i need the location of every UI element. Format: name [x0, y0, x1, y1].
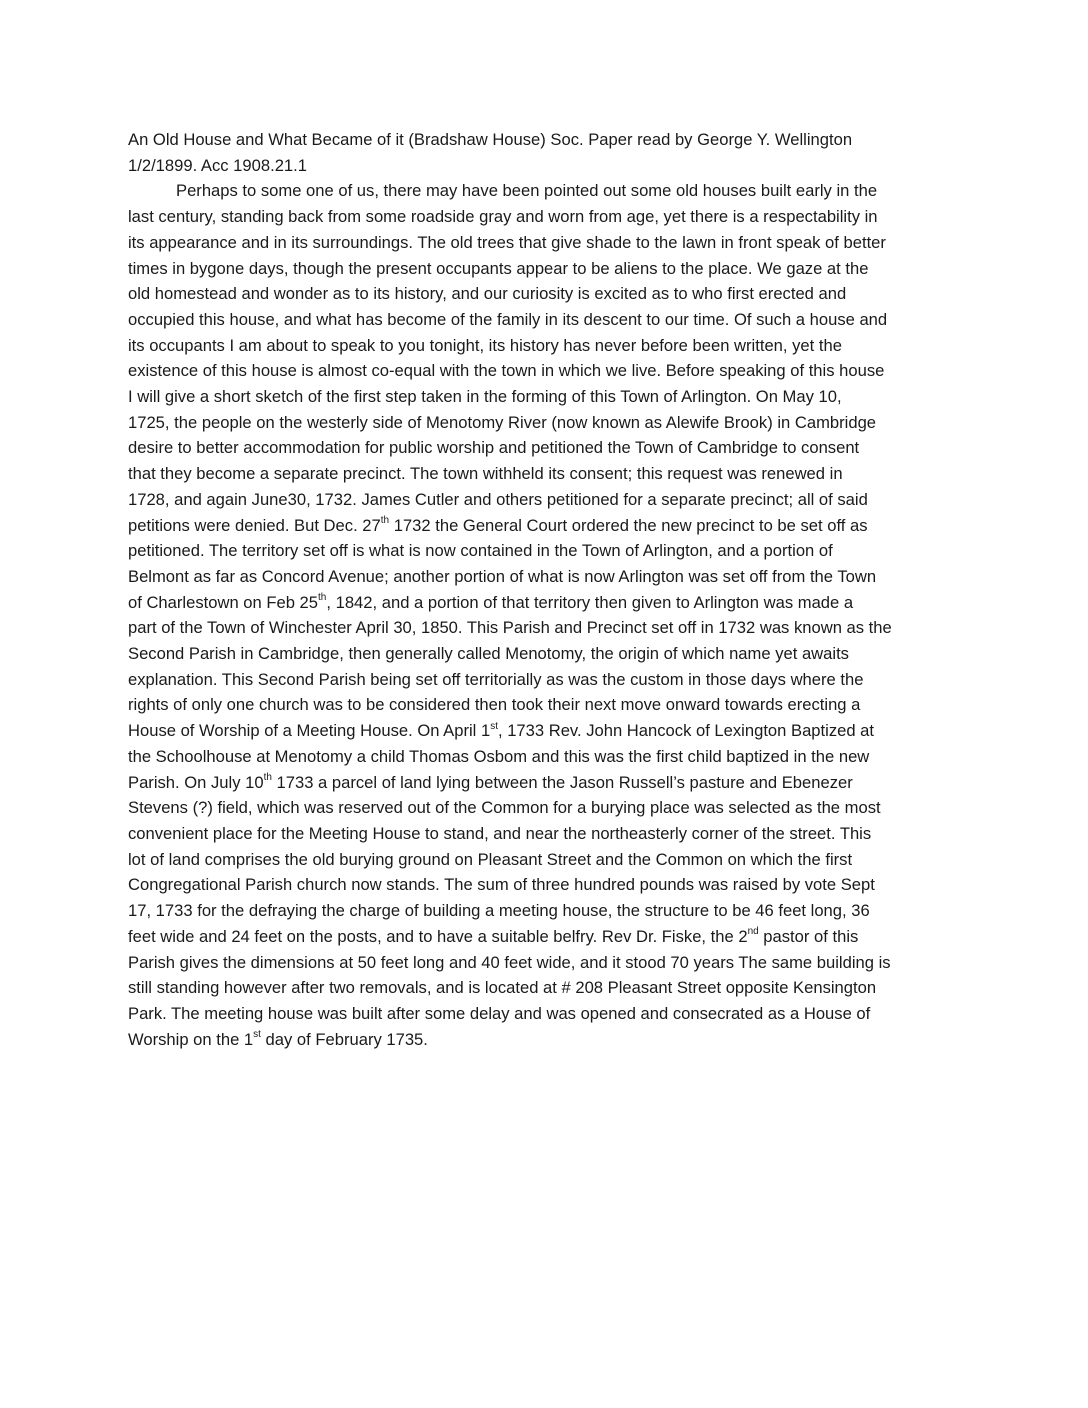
body-line: part of the Town of Winchester April 30, 1850. This Parish and Precinct set off in 1732 was known as the [128, 618, 892, 638]
body-line [128, 924, 964, 950]
ordinal-suffix: nd [747, 926, 759, 938]
ordinal-suffix: th [263, 772, 272, 784]
line-segment: of Charlestown on Feb 25 [128, 592, 319, 612]
body-line [128, 770, 964, 796]
line-segment: Worship on the 1 [128, 1029, 254, 1049]
body-line: petitioned. The territory set off is what is now contained in the Town of Arlington, and a portion of [128, 541, 833, 561]
document-heading [128, 127, 964, 178]
body-line: Belmont as far as Concord Avenue; another portion of what is now Arlington was set off from the Town [128, 566, 877, 586]
body-line: Perhaps to some one of us, there may have been pointed out some old houses built early in the [176, 181, 878, 201]
line-segment: 1732 the General Court ordered the new precinct to be set off as [389, 515, 868, 535]
line-segment: petitions were denied. But Dec. 27 [128, 515, 381, 535]
body-line: Stevens (?) field, which was reserved out of the Common for a burying place was selected as the most [128, 798, 881, 818]
ordinal-suffix: st [253, 1029, 261, 1041]
body-line: convenient place for the Meeting House to stand, and near the northeasterly corner of the street. This [128, 823, 872, 843]
body-line: Parish gives the dimensions at 50 feet long and 40 feet wide, and it stood 70 years The same building is [128, 952, 891, 972]
ordinal-suffix: th [380, 515, 390, 527]
body-line: 1725, the people on the westerly side of Menotomy River (now known as Alewife Brook) in Cambridge [128, 412, 877, 432]
body-line [128, 590, 964, 616]
body-line: that they become a separate precinct. The town withheld its consent; this request was renewed in [128, 464, 843, 484]
body-line: existence of this house is almost co-equal with the town in which we live. Before speaking of this house [128, 361, 885, 381]
body-line: times in bygone days, though the present occupants appear to be aliens to the place. We gaze at the [128, 258, 869, 278]
body-line: its appearance and in its surroundings. The old trees that give shade to the lawn in front speak of better [128, 232, 886, 252]
body-line: explanation. This Second Parish being set off territorially as was the custom in those days where the [128, 669, 864, 689]
ordinal-suffix: st [490, 720, 498, 732]
body-line: Congregational Parish church now stands. The sum of three hundred pounds was raised by vote Sept [128, 875, 875, 895]
body-line: I will give a short sketch of the first step taken in the forming of this Town of Arlington. On May 10, [128, 387, 842, 407]
body-line: 1728, and again June30, 1732. James Cutler and others petitioned for a separate precinct; all of said [128, 489, 868, 509]
heading-line-2: 1/2/1899. Acc 1908.21.1 [128, 155, 307, 175]
line-segment: day of February 1735. [260, 1029, 428, 1049]
body-line: last century, standing back from some roadside gray and worn from age, yet there is a respectability in [128, 207, 878, 227]
line-segment: , 1733 Rev. John Hancock of Lexington Baptized at [497, 721, 875, 741]
body-line: occupied this house, and what has become of the family in its descent to our time. Of such a house and [128, 309, 888, 329]
body-line: rights of only one church was to be considered then took their next move onward towards erecting a [128, 695, 861, 715]
line-segment: pastor of this [758, 926, 859, 946]
body-line: the Schoolhouse at Menotomy a child Thomas Osbom and this was the first child baptized in the new [128, 746, 870, 766]
body-line: Park. The meeting house was built after some delay and was opened and consecrated as a House of [128, 1003, 871, 1023]
body-line: still standing however after two removals, and is located at # 208 Pleasant Street opposite Kensington [128, 978, 877, 998]
body-line [128, 1027, 964, 1053]
body-line: old homestead and wonder as to its history, and our curiosity is excited as to who first erected and [128, 284, 847, 304]
body-line [128, 513, 964, 539]
heading-line-1: An Old House and What Became of it (Bradshaw House) Soc. Paper read by George Y. Wellington [128, 130, 853, 149]
body-paragraph [128, 178, 964, 1052]
line-segment: , 1842, and a portion of that territory then given to Arlington was made a [326, 592, 854, 612]
body-line: desire to better accommodation for public worship and petitioned the Town of Cambridge to consent [128, 438, 860, 458]
body-line: Second Parish in Cambridge, then generally called Menotomy, the origin of which name yet awaits [128, 644, 849, 664]
line-segment: House of Worship of a Meeting House. On April 1 [128, 721, 491, 741]
body-line: 17, 1733 for the defraying the charge of building a meeting house, the structure to be 46 feet long, 36 [128, 901, 870, 921]
body-line [128, 718, 964, 744]
body-line: its occupants I am about to speak to you tonight, its history has never before been written, yet the [128, 335, 842, 355]
line-segment: 1733 a parcel of land lying between the Jason Russell’s pasture and Ebenezer [271, 772, 853, 792]
ordinal-suffix: th [318, 592, 327, 604]
line-segment: Parish. On July 10 [128, 772, 264, 792]
line-segment: feet wide and 24 feet on the posts, and to have a suitable belfry. Rev Dr. Fiske, the 2 [128, 926, 748, 946]
document-content [128, 127, 964, 1052]
body-line: lot of land comprises the old burying ground on Pleasant Street and the Common on which the first [128, 849, 853, 869]
